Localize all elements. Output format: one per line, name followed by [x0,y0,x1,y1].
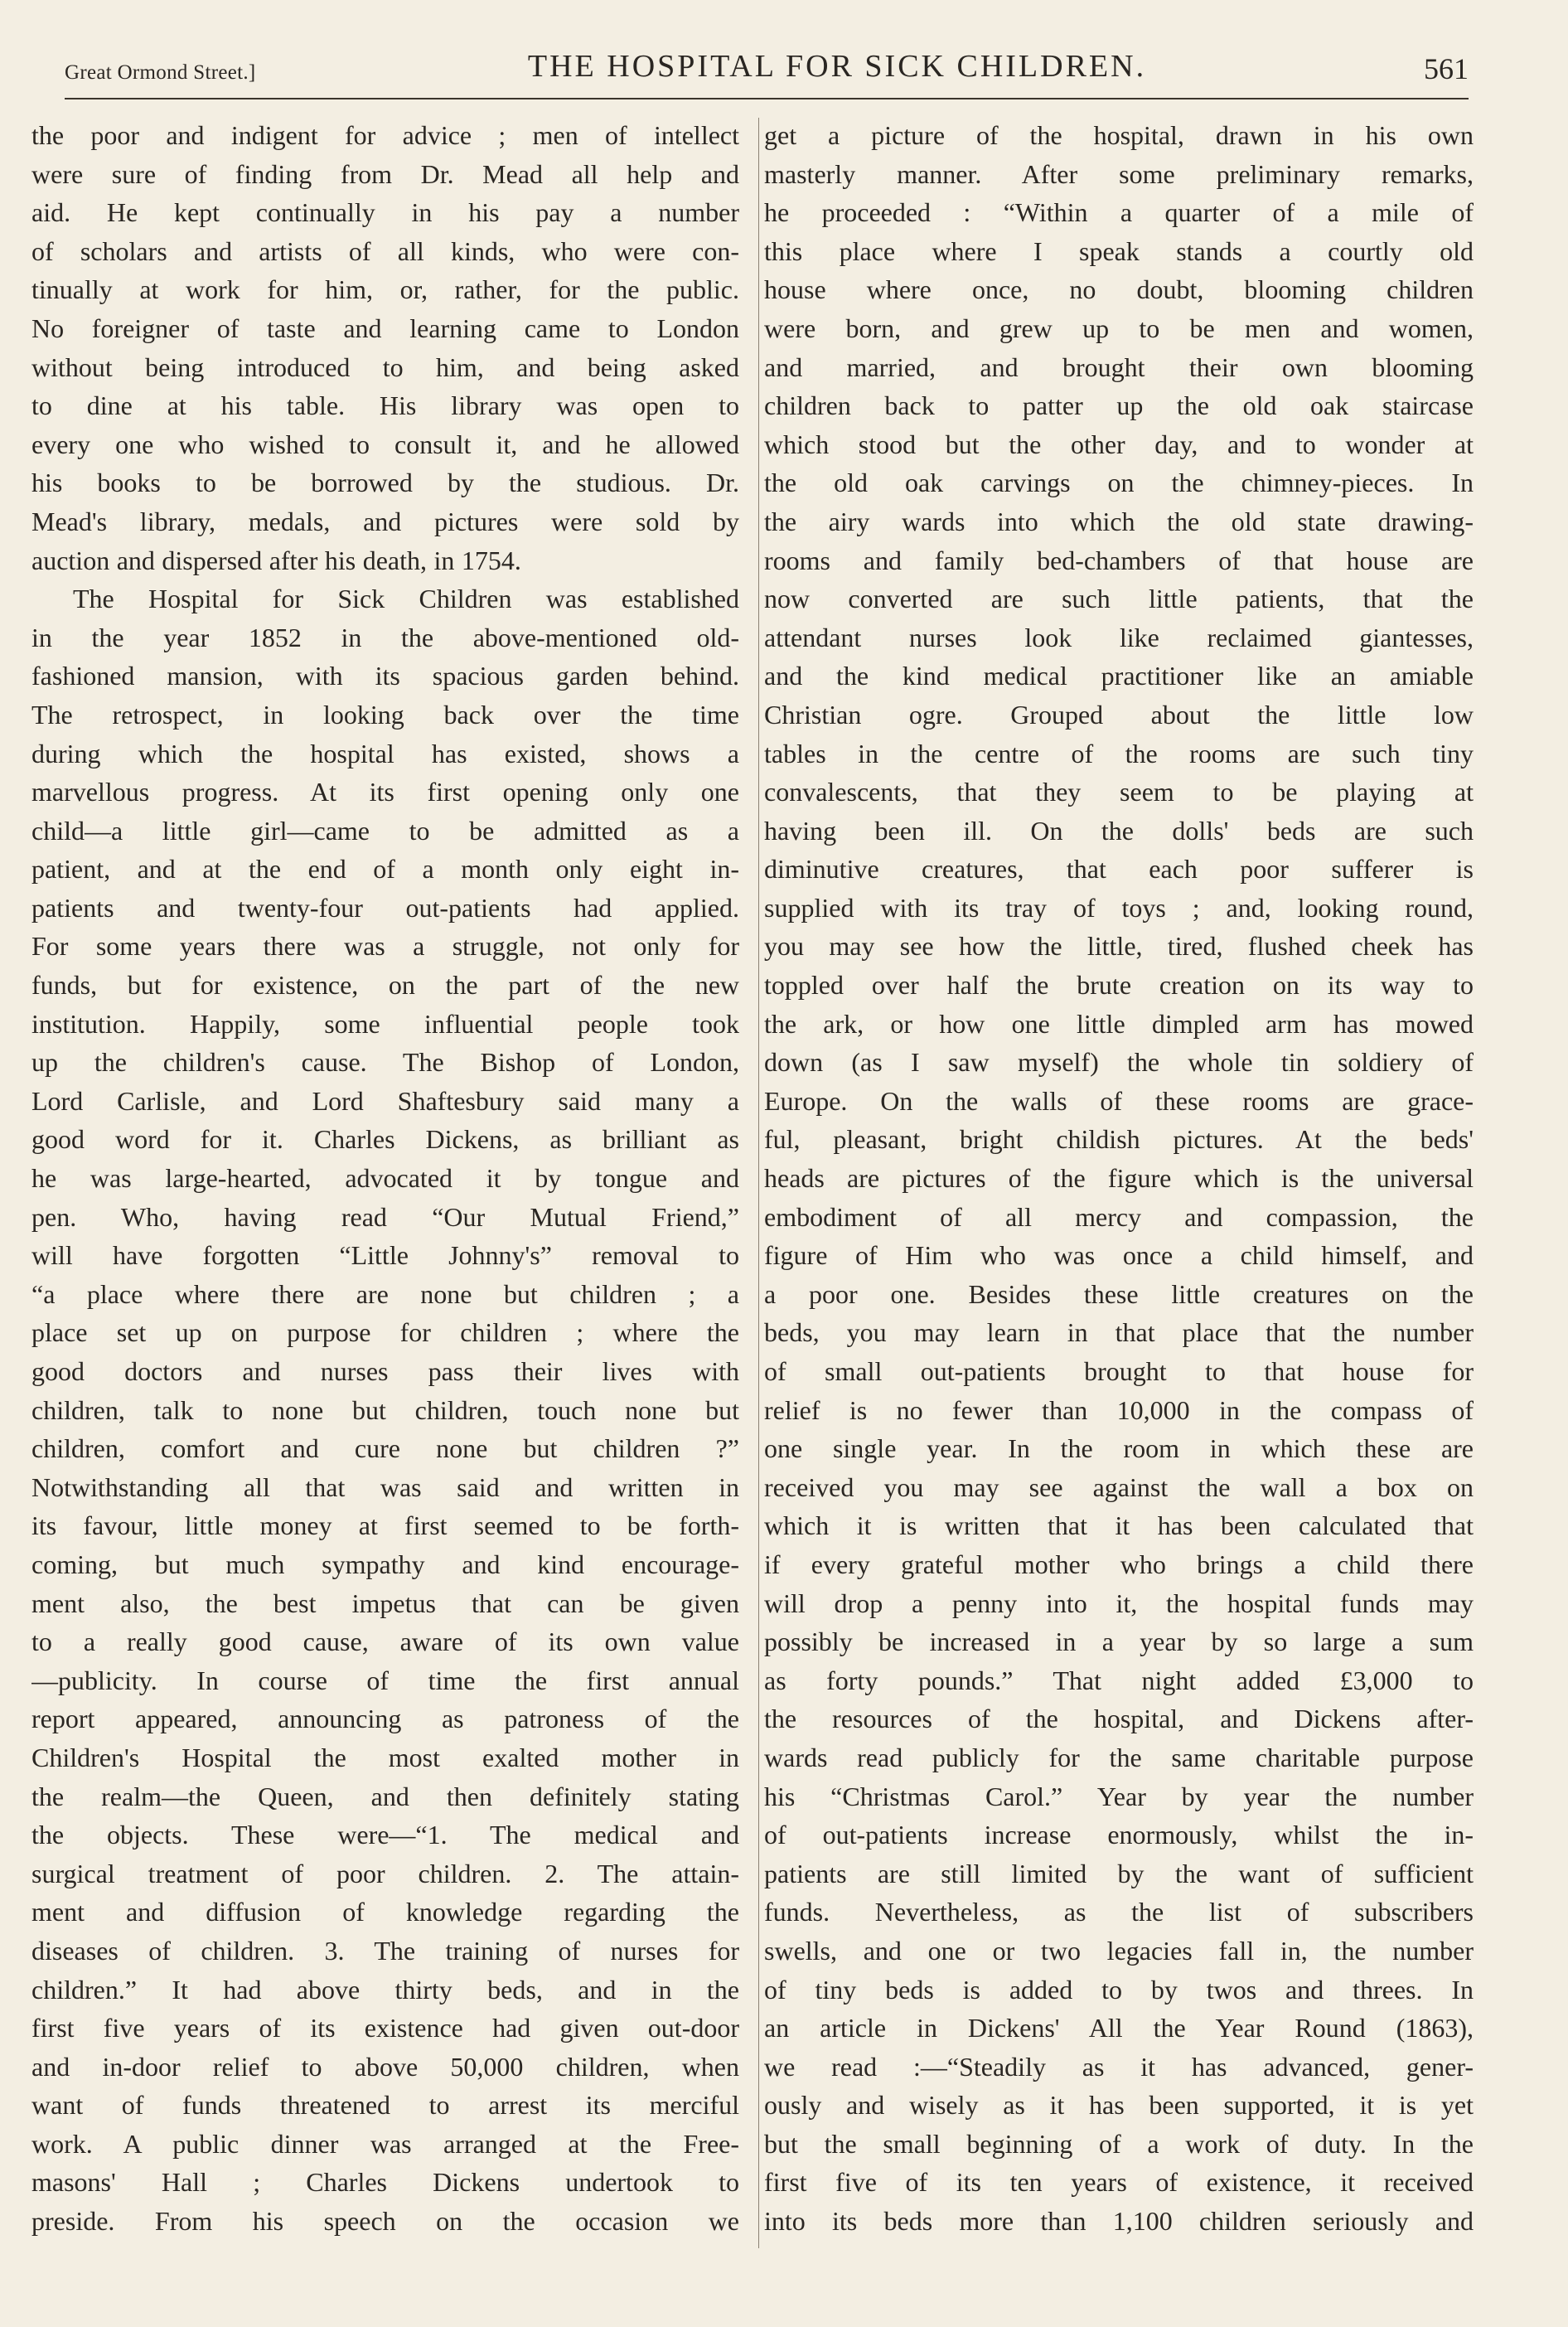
text-line: For some years there was a struggle, not only for [31,931,739,962]
text-line: patients and twenty-four out-patients had applied. [31,892,739,923]
text-line: Christian ogre. Grouped about the little low [764,699,1474,730]
text-line: supplied with its tray of toys ; and, looking round, [764,892,1474,923]
text-line: coming, but much sympathy and kind encourage- [31,1549,739,1579]
text-line: ment and diffusion of knowledge regarding the [31,1897,739,1927]
text-line: aid. He kept continually in his pay a number [31,197,739,228]
text-line: a poor one. Besides these little creatures on the [764,1278,1474,1309]
text-line: preside. From his speech on the occasion we [31,2206,739,2237]
text-line: The Hospital for Sick Children was established [73,584,739,614]
text-line: the ark, or how one little dimpled arm has mowed [764,1008,1474,1039]
text-line: children, comfort and cure none but children ?” [31,1433,739,1464]
text-line: without being introduced to him, and being asked [31,351,739,382]
text-line: house where once, no doubt, blooming children [764,274,1474,305]
text-line: of small out-patients brought to that house for [764,1356,1474,1386]
text-line: into its beds more than 1,100 children seriously and [764,2206,1474,2237]
text-line: his books to be borrowed by the studious. Dr. [31,468,739,498]
text-line: first five of its ten years of existence, it received [764,2167,1474,2198]
column-divider [758,118,759,2248]
text-line: diminutive creatures, that each poor sufferer is [764,854,1474,885]
header-rule [65,98,1469,99]
text-line: its favour, little money at first seemed to be forth- [31,1510,739,1541]
text-line: good word for it. Charles Dickens, as brilliant as [31,1124,739,1155]
text-line: report appeared, announcing as patroness of the [31,1704,739,1734]
text-line: an article in Dickens' All the Year Round (1863), [764,2013,1474,2043]
text-line: down (as I saw myself) the whole tin soldiery of [764,1047,1474,1078]
text-line: he was large-hearted, advocated it by tongue and [31,1163,739,1194]
text-line: now converted are such little patients, that the [764,584,1474,614]
text-line: the airy wards into which the old state drawing- [764,506,1474,536]
text-line: get a picture of the hospital, drawn in his own [764,120,1474,150]
text-line: patient, and at the end of a month only eight in- [31,854,739,885]
text-line: marvellous progress. At its first opening only one [31,777,739,807]
text-line: toppled over half the brute creation on its way to [764,970,1474,1001]
text-line: one single year. In the room in which these are [764,1433,1474,1464]
text-line: patients are still limited by the want of sufficient [764,1858,1474,1888]
text-line: masterly manner. After some preliminary remarks, [764,158,1474,189]
text-line: work. A public dinner was arranged at the Free- [31,2128,739,2159]
text-line: the resources of the hospital, and Dickens after- [764,1704,1474,1734]
text-line: were sure of finding from Dr. Mead all help and [31,158,739,189]
text-line: ful, pleasant, bright childish pictures. At the beds' [764,1124,1474,1155]
text-line: funds, but for existence, on the part of the new [31,970,739,1001]
page-header [65,46,1469,96]
text-line: Europe. On the walls of these rooms are grace- [764,1085,1474,1116]
text-line: his “Christmas Carol.” Year by year the number [764,1781,1474,1811]
text-line: every one who wished to consult it, and he allowed [31,429,739,459]
text-line: having been ill. On the dolls' beds are such [764,815,1474,846]
text-line: surgical treatment of poor children. 2. The attain- [31,1858,739,1888]
text-line: you may see how the little, tired, flushed cheek has [764,931,1474,962]
page-number: 561 [1424,52,1469,85]
text-line: tinually at work for him, or, rather, for the public. [31,274,739,305]
text-line: the objects. These were—“1. The medical and [31,1820,739,1850]
text-line: child—a little girl—came to be admitted as a [31,815,739,846]
text-line: as forty pounds.” That night added £3,000 to [764,1665,1474,1695]
text-line: up the children's cause. The Bishop of London, [31,1047,739,1078]
text-line: diseases of children. 3. The training of nurses for [31,1935,739,1966]
text-line: institution. Happily, some influential people took [31,1008,739,1039]
text-line: to a really good cause, aware of its own value [31,1626,739,1657]
text-line: and in-door relief to above 50,000 children, when [31,2051,739,2082]
text-line: will have forgotten “Little Johnny's” removal to [31,1240,739,1271]
text-line: ment also, the best impetus that can be given [31,1588,739,1618]
text-line: Notwithstanding all that was said and written in [31,1471,739,1502]
text-line: will drop a penny into it, the hospital funds may [764,1588,1474,1618]
text-line: pen. Who, having read “Our Mutual Friend,” [31,1201,739,1232]
text-line: tables in the centre of the rooms are such tiny [764,738,1474,768]
text-line: if every grateful mother who brings a child there [764,1549,1474,1579]
text-line: ously and wisely as it has been supported, it is yet [764,2090,1474,2121]
text-line: figure of Him who was once a child himself, and [764,1240,1474,1271]
text-line: this place where I speak stands a courtly old [764,235,1474,266]
text-line: want of funds threatened to arrest its merciful [31,2090,739,2121]
text-line: convalescents, that they seem to be playing at [764,777,1474,807]
text-line: but the small beginning of a work of duty. In the [764,2128,1474,2159]
text-line: which it is written that it has been calculated that [764,1510,1474,1541]
text-line: “a place where there are none but children ; a [31,1278,739,1309]
text-line: embodiment of all mercy and compassion, the [764,1201,1474,1232]
text-line: he proceeded : “Within a quarter of a mile of [764,197,1474,228]
text-line: and the kind medical practitioner like an amiable [764,661,1474,691]
text-line: —publicity. In course of time the first annual [31,1665,739,1695]
text-line: in the year 1852 in the above-mentioned old- [31,622,739,652]
text-line: Children's Hospital the most exalted mother in [31,1742,739,1772]
text-line: we read :—“Steadily as it has advanced, gener- [764,2051,1474,2082]
text-line: children.” It had above thirty beds, and in the [31,1974,739,2005]
text-line: to dine at his table. His library was open to [31,390,739,421]
text-line: the old oak carvings on the chimney-pieces. In [764,468,1474,498]
text-line: first five years of its existence had given out-door [31,2013,739,2043]
text-line: The retrospect, in looking back over the time [31,699,739,730]
text-line: of scholars and artists of all kinds, who were con- [31,235,739,266]
text-line: relief is no fewer than 10,000 in the compass of [764,1394,1474,1425]
text-line: beds, you may learn in that place that the number [764,1317,1474,1348]
running-head: Great Ormond Street.] [65,61,256,84]
text-line: heads are pictures of the figure which is the universal [764,1163,1474,1194]
text-line: possibly be increased in a year by so large a sum [764,1626,1474,1657]
text-line: place set up on purpose for children ; where the [31,1317,739,1348]
page-title: THE HOSPITAL FOR SICK CHILDREN. [527,49,1147,84]
text-line: the poor and indigent for advice ; men of intellect [31,120,739,150]
text-line: and married, and brought their own blooming [764,351,1474,382]
text-line: of tiny beds is added to by twos and threes. In [764,1974,1474,2005]
text-line: of out-patients increase enormously, whilst the in- [764,1820,1474,1850]
text-line: good doctors and nurses pass their lives with [31,1356,739,1386]
text-line: Mead's library, medals, and pictures were sold by [31,506,739,536]
text-line: were born, and grew up to be men and women, [764,313,1474,343]
text-line: the realm—the Queen, and then definitely stating [31,1781,739,1811]
text-line: swells, and one or two legacies fall in, the number [764,1935,1474,1966]
text-line: funds. Nevertheless, as the list of subscribers [764,1897,1474,1927]
text-line: which stood but the other day, and to wonder at [764,429,1474,459]
text-line: received you may see against the wall a box on [764,1471,1474,1502]
text-line: attendant nurses look like reclaimed giantesses, [764,622,1474,652]
text-line: children back to patter up the old oak staircase [764,390,1474,421]
text-line: fashioned mansion, with its spacious garden behind. [31,661,739,691]
text-line: wards read publicly for the same charitable purpose [764,1742,1474,1772]
right-column [764,116,1474,2241]
text-line: No foreigner of taste and learning came to London [31,313,739,343]
text-line: during which the hospital has existed, shows a [31,738,739,768]
text-line: rooms and family bed-chambers of that house are [764,545,1474,575]
left-column [31,116,739,2241]
text-line: Lord Carlisle, and Lord Shaftesbury said many a [31,1085,739,1116]
text-line: auction and dispersed after his death, in 1754. [31,545,521,575]
text-line: masons' Hall ; Charles Dickens undertook to [31,2167,739,2198]
text-line: children, talk to none but children, touch none but [31,1394,739,1425]
